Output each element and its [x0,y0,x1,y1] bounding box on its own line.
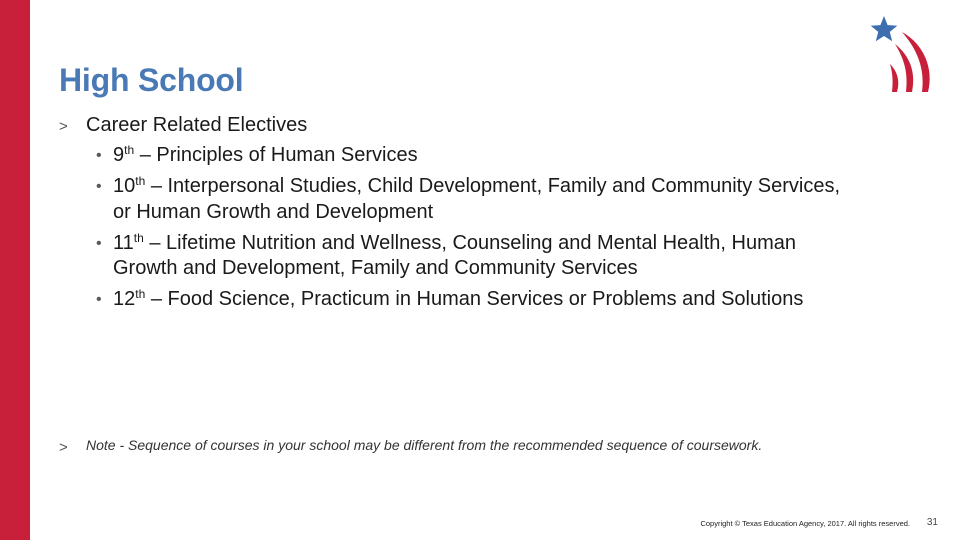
grade-suffix: th [124,143,135,157]
grade-suffix: th [135,174,146,188]
bullet-dot: • [96,291,102,308]
copyright-footer: Copyright © Texas Education Agency, 2017. All rights reserved. [700,519,910,528]
side-accent-bar [0,0,30,540]
grade-suffix: th [133,230,144,245]
course-text: – Principles of Human Services [134,144,418,166]
star-icon [871,16,898,41]
course-text: – Lifetime Nutrition and Wellness, Counseling and Mental Health, Human Growth and Development, Family and Community Services [113,231,796,279]
tea-star-swoosh-logo [864,14,936,96]
swoosh-inner [890,64,898,92]
list-item-grade-12 [96,287,853,313]
course-text: – Interpersonal Studies, Child Development, Family and Community Services, or Human Growth and Development [113,175,841,223]
list-item-grade-10 [96,174,853,225]
bullet-dot: • [96,178,102,195]
list-item-grade-9 [96,143,853,169]
grade-suffix: th [135,287,146,301]
course-text: – Food Science, Practicum in Human Services or Problems and Solutions [145,288,804,310]
grade-number: 11 [113,231,134,254]
note-text: Note - Sequence of courses in your school may be different from the recommended sequence of coursework. [86,437,763,453]
slide-title: High School [59,62,244,98]
grade-number: 10 [113,175,136,197]
main-bullet-text: Career Related Electives [86,114,308,136]
list-item-grade-11 [96,230,853,282]
grade-course-list [96,143,853,318]
page-number: 31 [926,517,938,528]
grade-number: 9 [113,144,125,166]
main-bullet-marker: > [59,118,68,135]
bullet-dot: • [96,147,102,164]
grade-number: 12 [113,288,136,310]
note-bullet-marker: > [59,439,68,456]
bullet-dot: • [96,234,102,252]
